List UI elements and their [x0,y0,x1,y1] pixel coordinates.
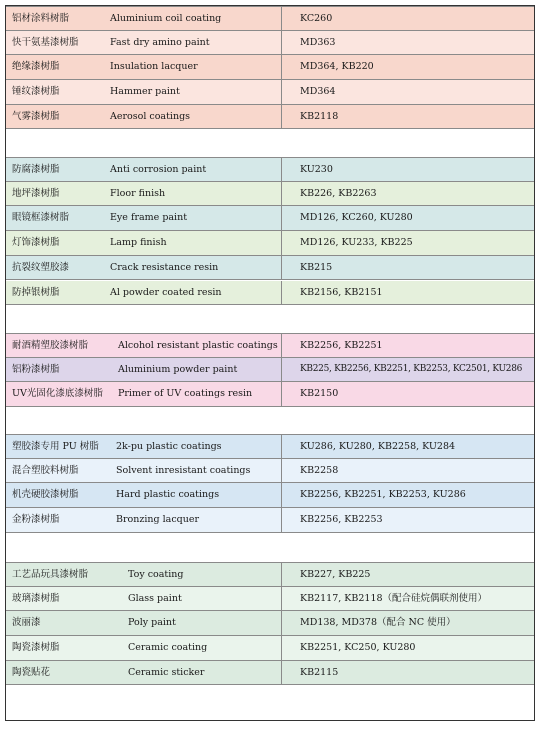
product-codes: KB2256, KB2251, KB2253, KU286 [300,489,466,501]
chinese-name: 塑胶漆专用 PU 树脂 [12,441,99,452]
row-label-cell [6,158,282,181]
table-row [6,281,534,306]
row-label-cell [6,182,282,206]
english-name: Lamp finish [110,237,167,249]
english-name: Glass paint [128,592,182,604]
table-row [6,80,534,105]
row-label-cell [6,435,282,458]
product-codes: KB2118 [300,110,339,122]
row-label-cell [6,587,282,611]
chinese-name: 气雾漆树脂 [12,110,60,122]
row-label-cell [6,636,282,660]
row-label-cell [6,31,282,55]
chinese-name: 抗裂纹塑胶漆 [12,261,70,273]
product-codes: MD138, MD378（配合 NC 使用） [300,617,456,629]
chinese-name: 波丽漆 [12,617,41,629]
table-row [6,483,534,508]
english-name: Hammer paint [110,86,180,98]
table-row [6,562,534,587]
row-label-cell [6,334,282,357]
english-name: Toy coating [128,569,184,580]
english-name: Floor finish [110,187,166,199]
product-codes: KB2251, KC250, KU280 [300,642,416,654]
product-codes: KB2156, KB2151 [300,286,383,298]
product-codes: KB215 [300,261,333,273]
chinese-name: 灯饰漆树脂 [12,237,60,249]
english-name: Ceramic sticker [128,666,205,678]
english-name: Aluminium powder paint [118,363,238,375]
row-label-cell [6,508,282,532]
row-label-cell [6,358,282,382]
table-row [6,358,534,383]
table-row [6,459,534,484]
row-label-cell [6,563,282,586]
chinese-name: 机壳硬胶漆树脂 [12,489,79,501]
chinese-name: 地坪漆树脂 [12,187,60,199]
english-name: Ceramic coating [128,642,208,654]
english-name: Alcohol resistant plastic coatings [118,340,278,351]
table-row [6,182,534,207]
chinese-name: 锤纹漆树脂 [12,86,60,98]
chinese-name: 陶瓷漆树脂 [12,642,60,654]
product-codes: MD126, KU233, KB225 [300,237,413,249]
row-label-cell [6,661,282,685]
english-name: Aluminium coil coating [110,13,222,24]
product-codes: KB227, KB225 [300,569,371,580]
table-row [6,31,534,56]
english-name: Poly paint [128,617,176,629]
table-row [6,636,534,661]
table-row [6,157,534,182]
row-label-cell [6,105,282,129]
english-name: Eye frame paint [110,212,188,224]
english-name: Crack resistance resin [110,261,219,273]
product-codes: KB2150 [300,388,339,400]
english-name: Anti corrosion paint [110,164,207,175]
english-name: Solvent inresistant coatings [116,464,251,476]
chinese-name: 防掉银树脂 [12,286,60,298]
row-label-cell [6,281,282,305]
product-codes: KB2115 [300,666,339,678]
chinese-name: 铝粉漆树脂 [12,363,60,375]
english-name: Hard plastic coatings [116,489,220,501]
row-label-cell [6,231,282,255]
row-label-cell [6,459,282,483]
table-row [6,661,534,686]
table-row [6,231,534,256]
english-name: Insulation lacquer [110,61,198,73]
chinese-name: 工艺品玩具漆树脂 [12,569,89,580]
product-codes: KB2256, KB2251 [300,340,383,351]
table-row [6,587,534,612]
chinese-name: 混合塑胶料树脂 [12,464,79,476]
table-row [6,508,534,533]
row-label-cell [6,382,282,406]
chinese-name: 耐酒精塑胶漆树脂 [12,340,89,351]
product-codes: KB2256, KB2253 [300,514,383,526]
product-codes: KU286, KU280, KB2258, KU284 [300,441,456,452]
product-codes: KB2117, KB2118（配合硅烷偶联剂使用） [300,592,488,604]
table-row [6,105,534,130]
english-name: Aerosol coatings [110,110,191,122]
english-name: Fast dry amino paint [110,36,210,48]
product-codes: MD126, KC260, KU280 [300,212,413,224]
table-row [6,382,534,407]
table-row [6,206,534,231]
english-name: Primer of UV coatings resin [118,388,253,400]
product-codes: MD363 [300,36,336,48]
row-label-cell [6,483,282,507]
table-row [6,55,534,80]
chinese-name: 眼镜框漆树脂 [12,212,70,224]
row-label-cell [6,206,282,230]
row-label-cell [6,55,282,79]
table-row [6,611,534,636]
product-codes: MD364 [300,86,336,98]
english-name: Bronzing lacquer [116,514,200,526]
table-row [6,256,534,281]
product-codes: KB2258 [300,464,339,476]
chinese-name: 玻璃漆树脂 [12,592,60,604]
row-label-cell [6,80,282,104]
english-name: 2k-pu plastic coatings [116,441,222,452]
chinese-name: 铝材涂料树脂 [12,13,70,24]
product-codes: KB226, KB2263 [300,187,377,199]
chinese-name: 金粉漆树脂 [12,514,60,526]
table-row [6,434,534,459]
chinese-name: 防腐漆树脂 [12,164,60,175]
chinese-name: UV光固化漆底漆树脂 [12,388,103,400]
english-name: Al powder coated resin [110,286,222,298]
chinese-name: 绝缘漆树脂 [12,61,60,73]
table-row [6,6,534,31]
chinese-name: 陶瓷贴花 [12,666,51,678]
table-row [6,333,534,358]
product-codes: MD364, KB220 [300,61,374,73]
product-codes: KU230 [300,164,333,175]
row-label-cell [6,7,282,30]
product-codes: KB225, KB2256, KB2251, KB2253, KC2501, KU286 [300,363,523,374]
chinese-name: 快干氨基漆树脂 [12,36,79,48]
row-label-cell [6,611,282,635]
row-label-cell [6,256,282,280]
product-codes: KC260 [300,13,333,24]
